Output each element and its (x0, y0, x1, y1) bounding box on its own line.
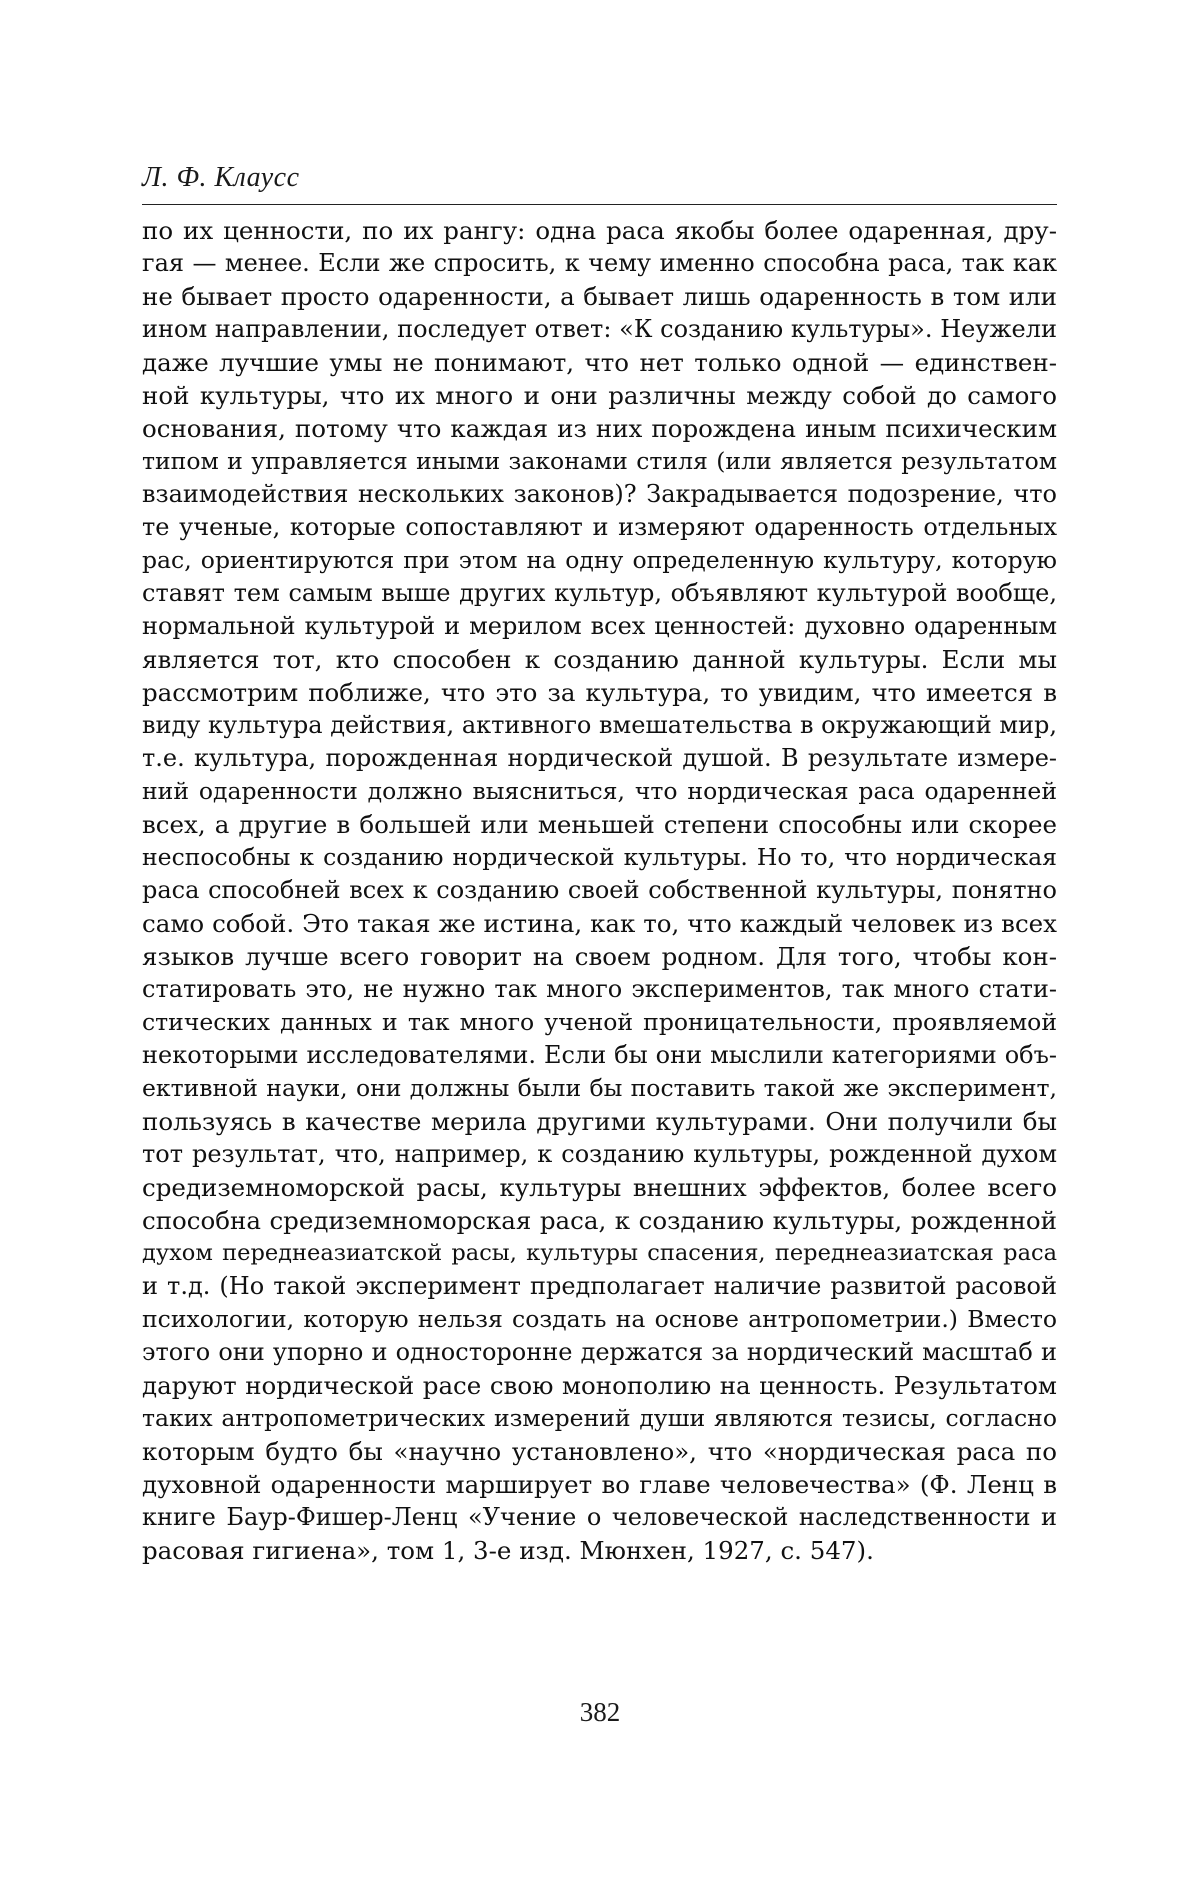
text-line: этого они упорно и односторонне держатся за нордический масштаб и (142, 1338, 1057, 1366)
text-line: само собой. Это такая же истина, как то, что каждый человек из всех (142, 909, 1057, 938)
text-line: пользуясь в качестве мерила другими культурами. Они получили бы (142, 1107, 1057, 1136)
text-line: является тот, кто способен к созданию данной культуры. Если мы (142, 645, 1057, 674)
text-line: ставят тем самым выше других культур, объявляют культурой вообще, (142, 579, 1057, 607)
text-line: духом переднеазиатской расы, культуры спасения, переднеазиатская раса (142, 1240, 1057, 1266)
text-line: по их ценности, по их рангу: одна раса якобы более одаренная, дру- (142, 216, 1057, 245)
text-line: ективной науки, они должны были бы поставить такой же эксперимент, (142, 1074, 1057, 1102)
text-line: способна средиземноморская раса, к созданию культуры, рожденной (142, 1206, 1057, 1235)
text-line: и т.д. (Но такой эксперимент предполагает наличие развитой расовой (142, 1272, 1057, 1300)
text-line: виду культура действия, активного вмешательства в окружающий мир, (142, 711, 1057, 739)
text-line: некоторыми исследователями. Если бы они мыслили категориями объ- (142, 1041, 1057, 1069)
text-line: духовной одаренности марширует во главе человечества» (Ф. Ленц в (142, 1470, 1057, 1499)
text-line: расовая гигиена», том 1, 3-е изд. Мюнхен, 1927, с. 547). (142, 1536, 874, 1565)
text-line: не бывает просто одаренности, а бывает лишь одаренность в том или (142, 282, 1057, 311)
text-line: рас, ориентируются при этом на одну определенную культуру, которую (142, 546, 1057, 574)
text-line: те ученые, которые сопоставляют и измеряют одаренность отдельных (142, 513, 1057, 541)
text-line: языков лучше всего говорит на своем родном. Для того, чтобы кон- (142, 942, 1057, 971)
text-line: типом и управляется иными законами стиля (или является результатом (142, 447, 1057, 475)
text-line: даже лучшие умы не понимают, что нет только одной — единствен- (142, 348, 1057, 377)
text-line: нормальной культурой и мерилом всех ценностей: духовно одаренным (142, 612, 1057, 640)
text-line: т.е. культура, порожденная нордической душой. В результате измере- (142, 744, 1057, 772)
text-line: таких антропометрических измерений души являются тезисы, согласно (142, 1404, 1057, 1432)
text-line: раса способней всех к созданию своей собственной культуры, понятно (142, 876, 1057, 904)
text-line: ином направлении, последует ответ: «К созданию культуры». Неужели (142, 315, 1057, 343)
text-line: даруют нордической расе свою монополию на ценность. Результатом (142, 1371, 1057, 1400)
text-line: ной культуры, что их много и они различны между собой до самого (142, 381, 1057, 410)
page-number: 382 (579, 1697, 621, 1727)
text-line: средиземноморской расы, культуры внешних эффектов, более всего (142, 1173, 1057, 1202)
text-line: ний одаренности должно выясниться, что нордическая раса одаренней (142, 777, 1057, 805)
header-rule (142, 204, 1057, 205)
text-line: неспособны к созданию нордической культуры. Но то, что нордическая (142, 843, 1057, 871)
text-line: рассмотрим поближе, что это за культура, то увидим, что имеется в (142, 678, 1057, 707)
running-head: Л. Ф. Клаусс (142, 162, 300, 193)
text-line: основания, потому что каждая из них порождена иным психическим (142, 414, 1057, 443)
text-line: всех, а другие в большей или меньшей степени способны или скорее (142, 810, 1057, 839)
text-line: гая — менее. Если же спросить, к чему именно способна раса, так как (142, 249, 1057, 277)
text-line: стических данных и так много ученой проницательности, проявляемой (142, 1008, 1057, 1036)
body-text (142, 214, 1057, 1567)
text-line: книге Баур-Фишер-Ленц «Учение о человеческой наследственности и (142, 1503, 1057, 1531)
text-line: статировать это, не нужно так много экспериментов, так много стати- (142, 975, 1057, 1003)
text-line: психологии, которую нельзя создать на основе антропометрии.) Вместо (142, 1305, 1057, 1333)
text-line: которым будто бы «научно установлено», что «нордическая раса по (142, 1437, 1057, 1466)
text-line: взаимодействия нескольких законов)? Закрадывается подозрение, что (142, 480, 1057, 508)
text-line: тот результат, что, например, к созданию культуры, рожденной духом (142, 1140, 1057, 1168)
